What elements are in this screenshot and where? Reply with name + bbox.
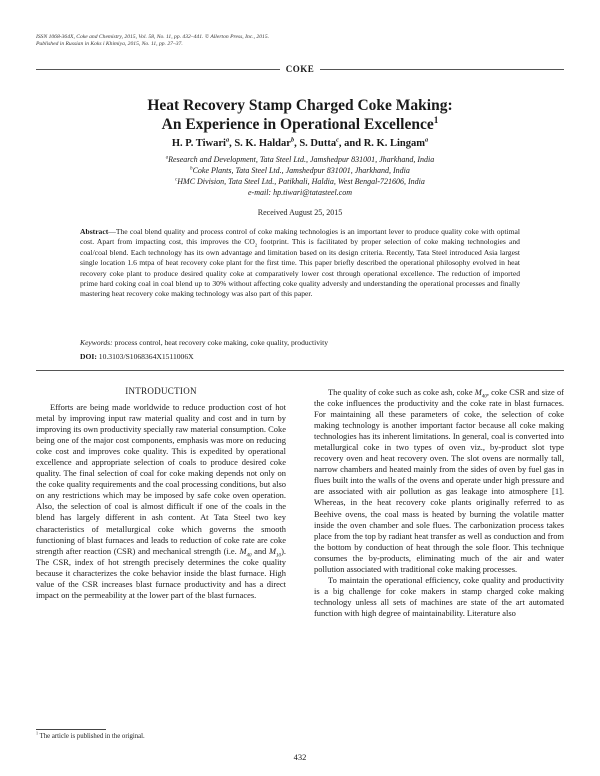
abstract-text: The coal blend quality and process control of coke making technologies is an important lever to produce quality coke with optimal cost. Apart from impacting cost, this improves the — [80, 227, 520, 247]
abstract-text-cont: footprint. This is facilitated by proper selection of coke making technologies and coal/coal blend. Each technology has its own advantage and limitation based on its design criteria. Recently, Tata Steel introduced Asia largest single location 1.6 mtpa of heat recovery coke plant for the first time. This paper briefly described the operational philosophy evolved in heat recovery coke plant to produce desired quality coke at comparatively lower cost through operational excellence. The reduction of imported prime hard coking coal in coal blend up to 30% without affecting coke quality adversly and understanding the operational processes and finally mastering heat recovery coke making technology was also part of this paper. — [80, 237, 520, 299]
affiliation-mark: c — [175, 177, 178, 183]
affiliation-text: Research and Development, Tata Steel Ltd., Jamshedpur 831001, Jharkhand, India — [168, 155, 435, 164]
body-paragraph: Efforts are being made worldwide to reduce production cost of hot metal by improving input raw material quality and cost and in turn by improving its own productivity specially raw material consumption. Coke being one of the major cost components, emphasis was more on reducing coke cost and improves coke quality. This is expedited by operational excellence and appropriate selection of coals to produce desired coke quality. The final selection of coal for coke making depends not only on the coke quality requirements and the coal processing conditions, but also on any restrictions which may be imposed by safe coke oven operation. Also, the selection of coal is almost difficult if one of the coals in the blend has largely different in ash content. At Tata Steel two key characteristics of metallurgical coke which governs the smooth functioning of blast furnaces and leads to reduction of coke rate are coke strength after reaction (CSR) and mechanical strength (i.e. $M_{40}$ and $M_{10}$). The CSR, index of hot strength precisely determines the coke quality because it characterizes the coke behavior inside the blast furnace. High value of the CSR increases blast furnace productivity and has a direct impact on the permeability at the lower part of the blast furnaces. — [36, 402, 286, 600]
author-email[interactable]: e-mail: hp.tiwari@tatasteel.com — [247, 188, 352, 197]
left-column — [36, 402, 286, 601]
author-list — [36, 138, 564, 149]
affiliation — [36, 176, 564, 187]
author-name: R. K. Lingam — [363, 138, 425, 149]
title-line-1: Heat Recovery Stamp Charged Coke Making: — [147, 97, 453, 114]
doi — [80, 352, 520, 361]
right-column — [314, 387, 564, 619]
journal-header — [36, 34, 476, 48]
author-mark: a — [424, 136, 429, 144]
abstract-dash: — — [108, 227, 116, 236]
doi-label: DOI: — [80, 352, 97, 361]
received-date: Received August 25, 2015 — [257, 208, 343, 217]
m10-symbol: $M_{10}$ — [269, 545, 282, 559]
abstract-label: Abstract — [80, 227, 109, 236]
author-name: S. Dutta — [299, 138, 337, 149]
footnote-rule — [36, 729, 106, 730]
m40-symbol: $M_{40}$ — [239, 545, 252, 559]
author-name: H. P. Tiwari — [171, 138, 226, 149]
affiliation-text: HMC Division, Tata Steel Ltd., Patikhali, Haldia, West Bengal-721606, India — [177, 177, 425, 186]
affiliation-text: Coke Plants, Tata Steel Ltd., Jamshedpur 831001, Jharkhand, India — [192, 166, 410, 175]
keywords-label: Keywords: — [80, 338, 113, 347]
author-mark: a — [225, 136, 230, 144]
co2-formula: $CO_2$ — [244, 237, 258, 248]
author-name: S. K. Haldar — [234, 138, 291, 149]
issn-line: ISSN 1068-364X, Coke and Chemistry, 2015, Vol. 58, No. 11, pp. 432–441. © Allerton Press, Inc., 2015. — [36, 34, 270, 40]
doi-link[interactable]: 10.3103/S1068364X1511006X — [96, 352, 194, 361]
footnote — [36, 730, 286, 740]
affiliation — [36, 165, 564, 176]
affiliation-mark: b — [190, 166, 193, 172]
abstract — [80, 227, 520, 300]
footnote-text: The article is published in the original. — [38, 733, 145, 740]
paper-title — [36, 96, 564, 134]
page-number: 432 — [293, 752, 307, 762]
keywords — [80, 338, 520, 347]
footnote-mark: 1 — [36, 730, 39, 736]
author-separator: , — [294, 138, 300, 149]
section-label — [36, 64, 564, 74]
author-separator: , and — [338, 138, 364, 149]
title-footnote-mark: 1 — [433, 115, 439, 126]
title-line-2: An Experience in Operational Excellence$^1$ — [161, 115, 439, 133]
body-paragraph: The quality of coke such as coke ash, coke $M_{40}$, coke CSR and size of the coke influences the productivity and the coke rate in blast furnaces. For maintaining all these parameters of coke, the selection of coke making technology is another important factor because all coke making technologies has its inherent limitations. In general, coal is converted into metallurgical coke in two types of oven viz., by-product slot type recovery oven and heat recovery oven. The slot ovens are normally tall, narrow chambers and heated mainly from the sides of oven by fuel gas in flues built into the walls of the ovens and operate under high pressure and are associated with air pollution as gas leakage into atmosphere [1]. Whereas, in the heat recovery coke plants originally referred to as Beehive ovens, the coal mass is heated by burning the volatile matter inside the oven chamber and sole flues. The carbonization process takes place from the top by radiant heat transfer as well as conduction and from the bottom by conduction of heat through the sole floor. This technique consumes the by-products, eliminating much of the air and water pollution associated with traditional coke making processes. — [314, 387, 564, 574]
keywords-text: process control, heat recovery coke making, coke quality, productivity — [112, 338, 329, 347]
author-separator: , — [229, 138, 235, 149]
affiliation-mark: a — [165, 155, 169, 161]
affiliation — [36, 154, 564, 165]
author-mark: b — [290, 136, 295, 144]
section-label-text: COKE — [280, 64, 321, 74]
section-heading-introduction: INTRODUCTION — [125, 386, 197, 396]
published-line: Published in Russian in Koks i Khimiya, 2015, No. 11, pp. 27–37. — [36, 41, 183, 47]
body-paragraph: To maintain the operational efficiency, coke quality and productivity is a big challenge for coke makers in stamp charged coke making technology unless all sets of machines are state of the art automated function with high degree of maintainability. Literature also — [314, 574, 564, 618]
author-mark: c — [336, 136, 339, 144]
m40-symbol: $M_{40}$ — [474, 387, 487, 400]
abstract-rule — [36, 370, 564, 371]
